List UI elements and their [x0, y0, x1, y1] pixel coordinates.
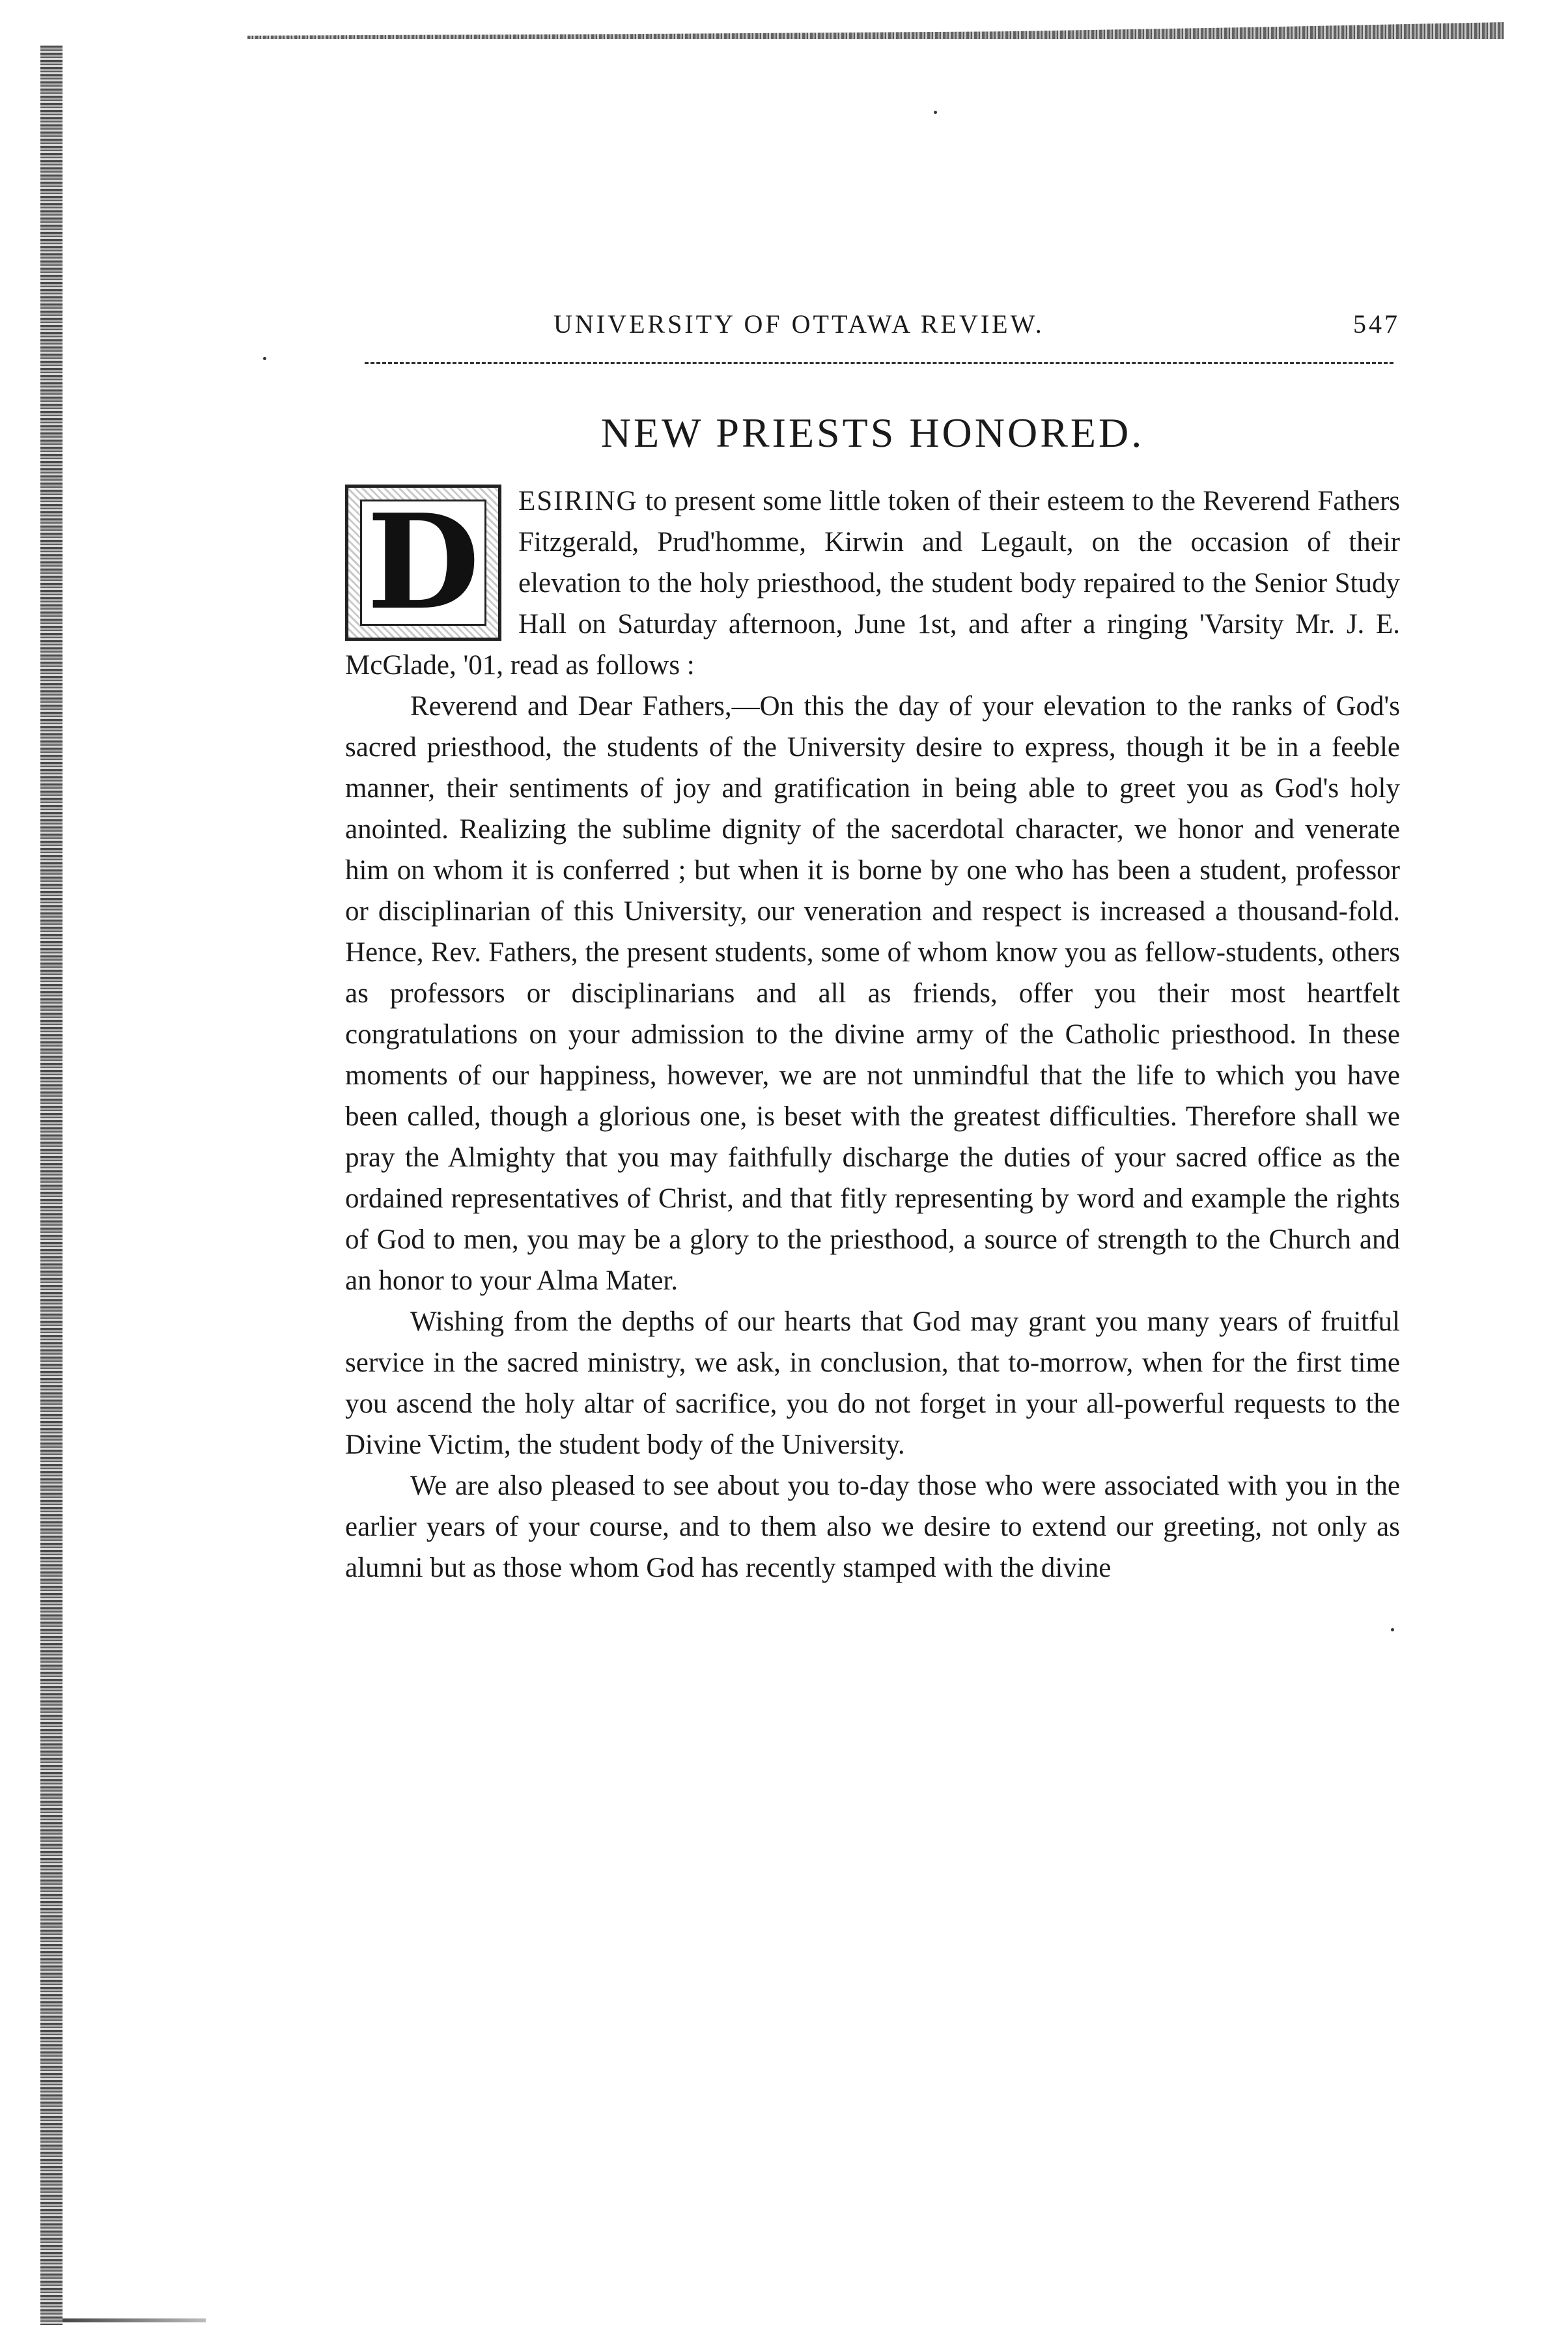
- paragraph-4: We are also pleased to see about you to-day those who were associated with you in the earlier years of your course, and to them also we desire to extend our greeting, not only as alumni but as those whom God has recently stamped with the divine: [345, 1471, 1400, 1583]
- page-number: 547: [1353, 309, 1400, 339]
- scan-speck: [1391, 1628, 1394, 1631]
- paragraph-3: Wishing from the depths of our hearts that God may grant you many years of fruitful service in the sacred ministry, we ask, in conclusion, that to-morrow, when for the first time you ascend the holy altar of sacrifice, you do not forget in your all-powerful requests to the Divine Victim, the student body of the University.: [345, 1306, 1400, 1460]
- scan-speck: [934, 111, 937, 114]
- paragraph-1-text: to present some little token of their esteem to the Reverend Fathers Fitzgerald, Prud'homme, Kirwin and Legault, on the occasion of their elevation to the holy priesthood, the student body repaired to the Senior Study Hall on Saturday afternoon, June 1st, and after a ringing 'Varsity Mr. J. E. McGlade, '01, read as follows :: [345, 486, 1400, 681]
- paragraph-1: [345, 481, 1400, 686]
- first-word: ESIRING: [518, 486, 638, 516]
- binding-bottom-edge: [63, 2318, 206, 2322]
- running-header: [345, 309, 1400, 348]
- paragraph-2: Reverend and Dear Fathers,—On this the day of your elevation to the ranks of God's sacred priesthood, the students of the University desire to express, though it be in a feeble manner, their sentiments of joy and gratification in being able to greet you as God's holy anointed. Realizing the sublime dignity of the sacerdotal character, we honor and venerate him on whom it is conferred ; but when it is borne by one who has been a student, professor or disciplinarian of this University, our veneration and respect is increased a thousand-fold. Hence, Rev. Fathers, the present students, some of whom know you as fellow-students, others as professors or disciplinarians and all as friends, offer you their most heartfelt congratulations on your admission to the divine army of the Catholic priesthood. In these moments of our happiness, however, we are not unmindful that the life to which you have been called, though a glorious one, is beset with the greatest difficulties. Therefore shall we pray the Almighty that you may faithfully discharge the duties of your sacred office as the ordained representatives of Christ, and that fitly representing by word and example the rights of God to men, you may be a glory to the priesthood, a source of strength to the Church and an honor to your Alma Mater.: [345, 691, 1400, 1296]
- scan-speck: [263, 357, 266, 360]
- drop-cap-letter: D: [360, 500, 486, 626]
- article-body: [345, 481, 1400, 1588]
- header-rule: [365, 362, 1393, 364]
- drop-cap-ornament: [345, 485, 501, 641]
- binding-edge: [40, 46, 63, 2325]
- article-title: NEW PRIESTS HONORED.: [600, 410, 1145, 456]
- running-title: UNIVERSITY OF OTTAWA REVIEW.: [553, 309, 1044, 339]
- scanned-top-edge: [247, 22, 1504, 39]
